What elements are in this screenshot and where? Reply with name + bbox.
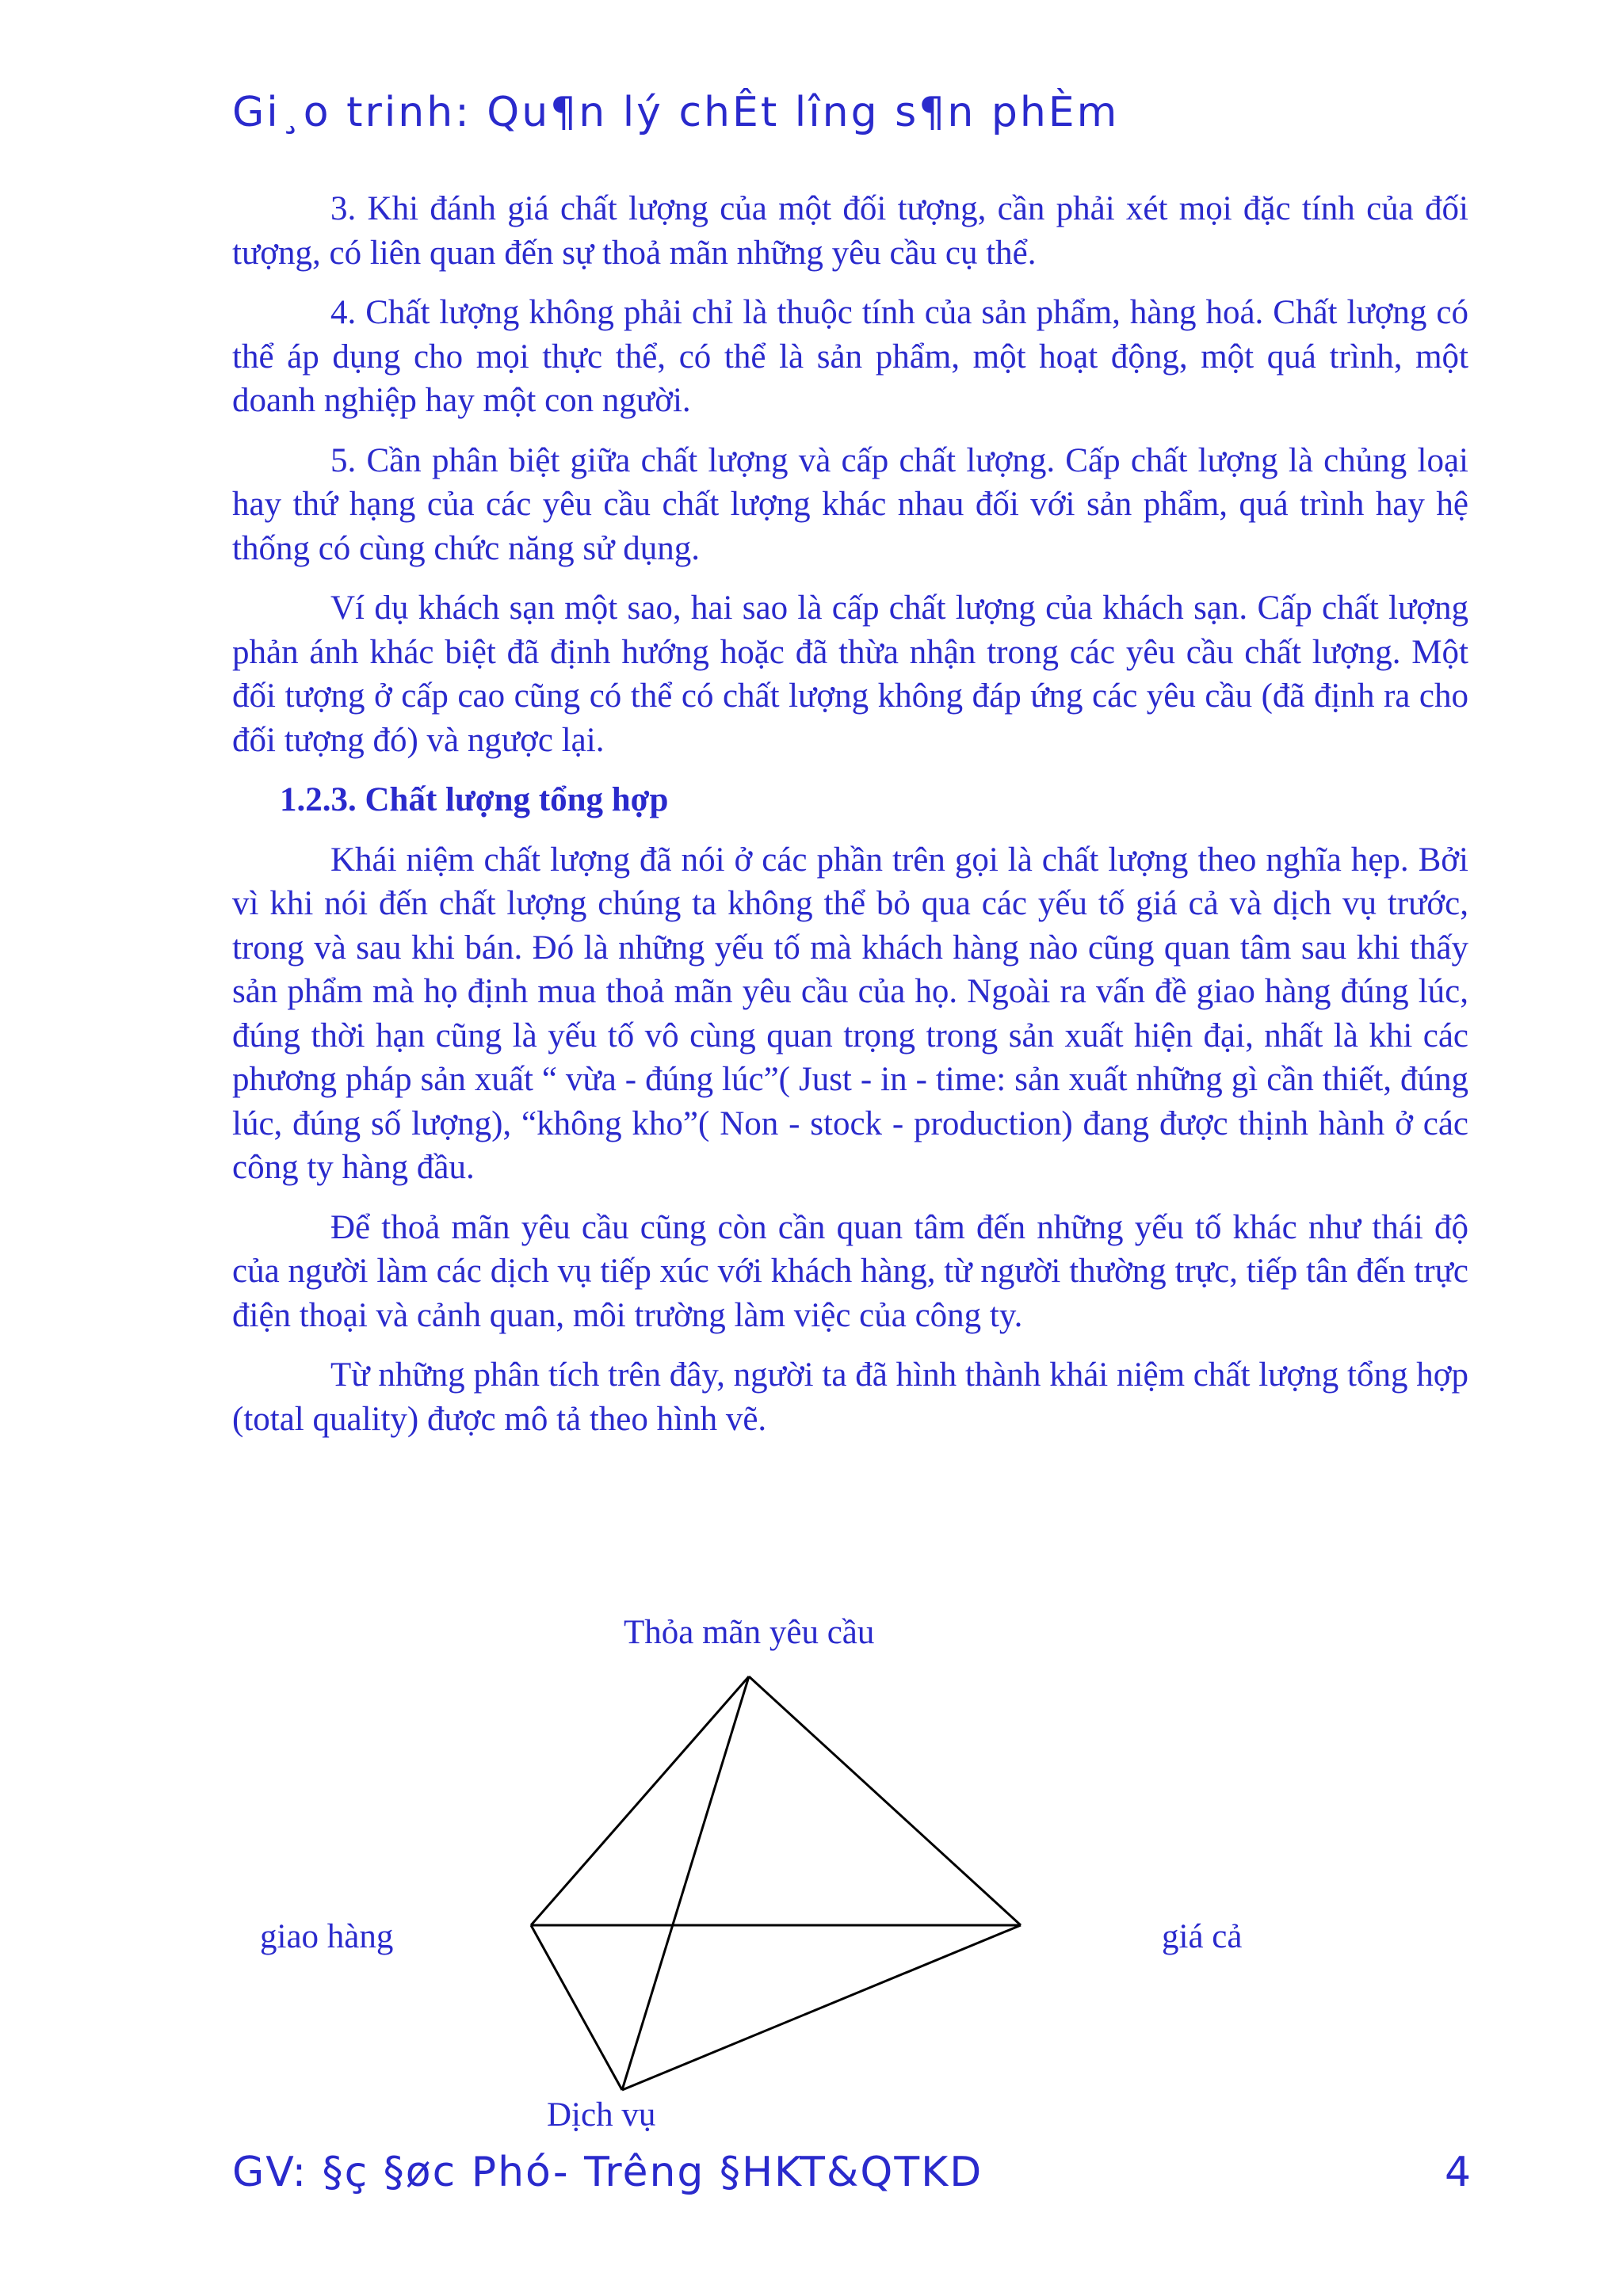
edge-top-left xyxy=(531,1676,749,1925)
page-footer-author: GV: §ç §øc Phó- Trêng §HKT&QTKD xyxy=(232,2149,983,2196)
page-header-title: Gi¸o trinh: Qu¶n lý chÊt lîng s¶n phÈm xyxy=(232,89,1120,136)
edge-right-bottom xyxy=(622,1925,1021,2090)
paragraph-2: 4. Chất lượng không phải chỉ là thuộc tính của sản phẩm, hàng hoá. Chất lượng có thể áp dụng cho mọi thực thể, có thể là sản phẩm, một hoạt động, một quá trình, một doanh nghiệp hay một con người. xyxy=(232,294,1468,419)
edge-top-bottom xyxy=(622,1676,749,2090)
diagram-label-right: giá cả xyxy=(1162,1918,1243,1955)
diagram-label-top: Thỏa mãn yêu cầu xyxy=(624,1614,875,1651)
section-paragraph-2: Để thoả mãn yêu cầu cũng còn cần quan tâm đến những yếu tố khác như thái độ của người làm các dịch vụ tiếp xúc với khách hàng, từ người thường trực, tiếp tân đến trực điện thoại và cảnh quan, môi trường làm việc của công ty. xyxy=(232,1208,1468,1334)
paragraph-4: Ví dụ khách sạn một sao, hai sao là cấp chất lượng của khách sạn. Cấp chất lượng phản ánh khác biệt đã định hướng hoặc đã thừa nhận trong các yêu cầu chất lượng. Một đối tượng ở cấp cao cũng có thể có chất lượng không đáp ứng các yêu cầu (đã định ra cho đối tượng đó) và ngược lại. xyxy=(232,589,1468,759)
edge-left-bottom xyxy=(531,1925,622,2090)
diagram-label-bottom: Dịch vụ xyxy=(547,2096,656,2134)
section-paragraph-1: Khái niệm chất lượng đã nói ở các phần trên gọi là chất lượng theo nghĩa hẹp. Bởi vì khi nói đến chất lượng chúng ta không thể bỏ qua các yếu tố giá cả và dịch vụ trước, trong và sau khi bán. Đó là những yếu tố mà khách hàng nào cũng quan tâm sau khi thấy sản phẩm mà họ định mua thoả mãn yêu cầu của họ. Ngoài ra vấn đề giao hàng đúng lúc, đúng thời hạn cũng là yếu tố vô cùng quan trọng trong sản xuất hiện đại, nhất là khi các phương pháp sản xuất “ vừa - đúng lúc”( Just - in - time: sản xuất những gì cần thiết, đúng lúc, đúng số lượng), “không kho”( Non - stock - production) đang được thịnh hành ở các công ty hàng đầu. xyxy=(232,841,1468,1186)
diagram-lines xyxy=(531,1676,1021,2090)
document-body xyxy=(232,187,1468,1457)
diagram-label-left: giao hàng xyxy=(260,1918,394,1955)
edge-top-right xyxy=(749,1676,1021,1925)
paragraph-1: 3. Khi đánh giá chất lượng của một đối tượng, cần phải xét mọi đặc tính của đối tượng, có liên quan đến sự thoả mãn những yêu cầu cụ thể. xyxy=(232,190,1468,272)
section-paragraph-3: Từ những phân tích trên đây, người ta đã hình thành khái niệm chất lượng tổng hợp (total quality) được mô tả theo hình vẽ. xyxy=(232,1356,1468,1438)
paragraph-3: 5. Cần phân biệt giữa chất lượng và cấp chất lượng. Cấp chất lượng là chủng loại hay thứ hạng của các yêu cầu chất lượng khác nhau đối với sản phẩm, quá trình hay hệ thống có cùng chức năng sử dụng. xyxy=(232,441,1468,567)
page-number: 4 xyxy=(1445,2149,1472,2196)
section-heading: 1.2.3. Chất lượng tổng hợp xyxy=(280,781,669,818)
